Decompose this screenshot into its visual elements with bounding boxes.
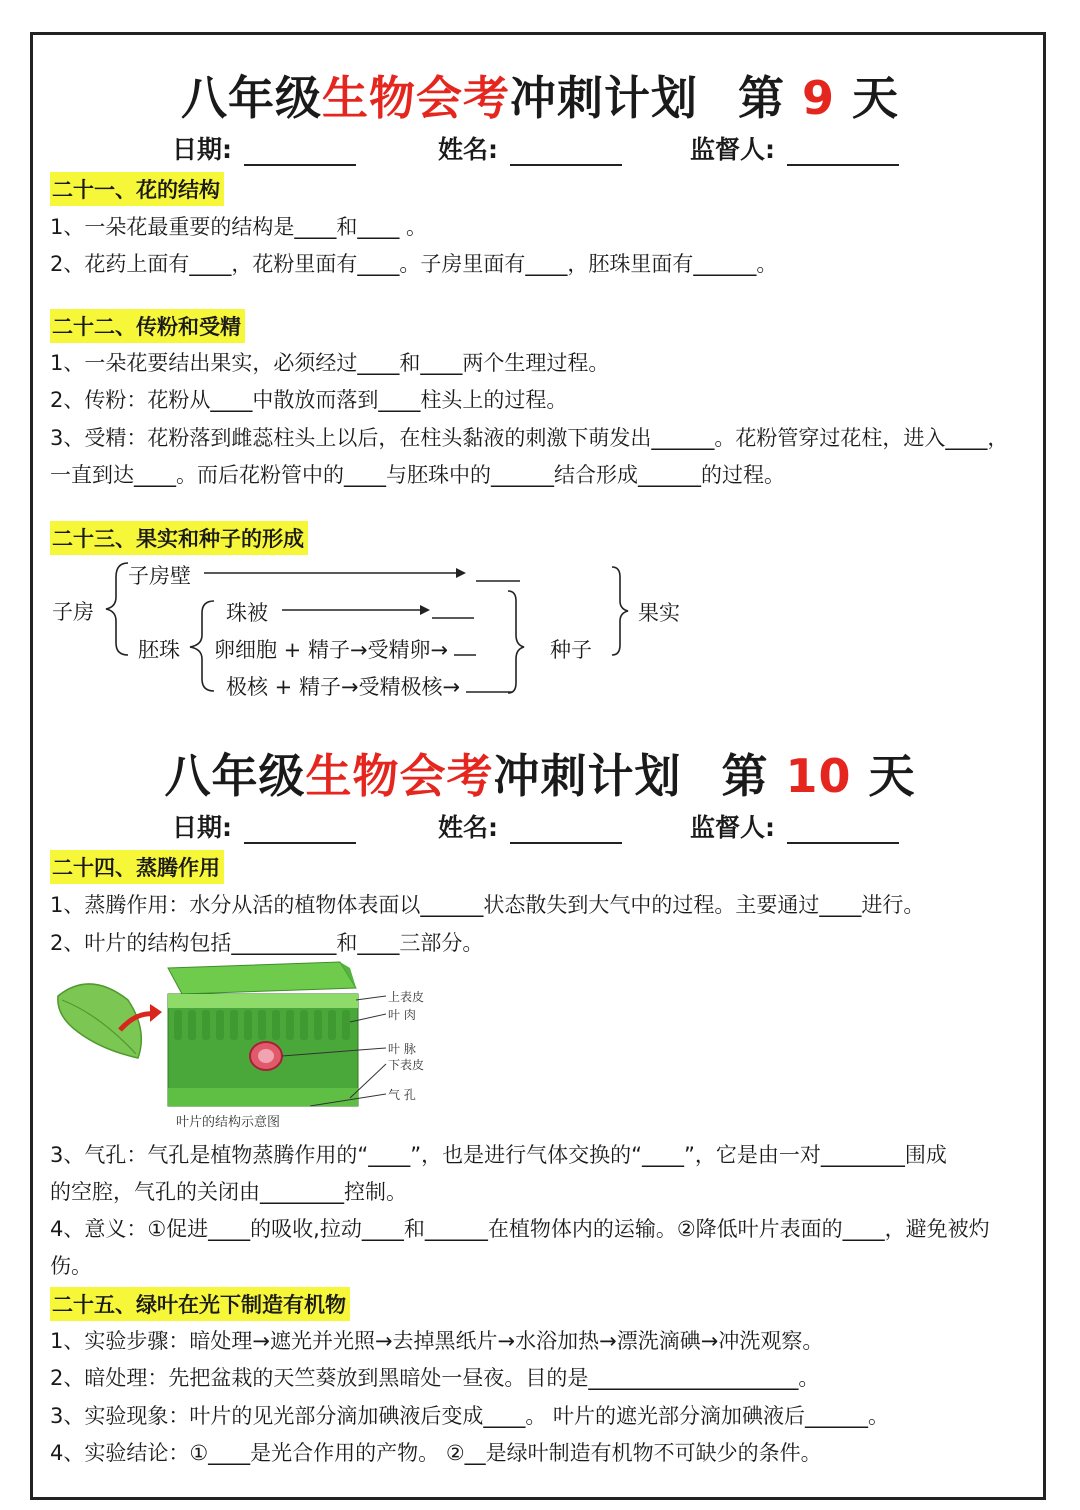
sec24-line-2: 2、叶片的结构包括__________和____三部分。 (50, 931, 484, 955)
section-23-heading: 二十三、果实和种子的形成 (50, 521, 308, 555)
sec25-line-3: 3、实验现象：叶片的见光部分滴加碘液后变成____。 叶片的遮光部分滴加碘液后______。 (50, 1404, 890, 1428)
section-22-heading: 二十二、传粉和受精 (50, 309, 245, 343)
title-prefix: 八年级 (180, 71, 322, 125)
sec24-line-5: 4、意义：①促进____的吸收,拉动____和______在植物体内的运输。②降低叶片表面的____，避免被灼 (50, 1217, 990, 1241)
title-highlight: 生物会考 (321, 71, 510, 125)
section-21-heading: 二十一、花的结构 (50, 172, 224, 206)
ovule-label: 胚珠 (138, 638, 180, 662)
sec24-line-3: 3、气孔：气孔是植物蒸腾作用的“____”，也是进行气体交换的“____”，它是由一对________围成 (50, 1143, 947, 1167)
label-upper-epidermis: 上表皮 (388, 990, 425, 1004)
egg-process-label: 卵细胞 + 精子→受精卵→ (214, 638, 449, 662)
sec22-line-1: 1、一朵花要结出果实，必须经过____和____两个生理过程。 (50, 351, 610, 375)
day10-title: 八年级生物会考冲刺计划 第 10 天 (164, 749, 916, 803)
day10-supervisor-field[interactable]: 监督人: (690, 808, 899, 844)
fruit-brace (612, 567, 628, 655)
label-vein: 叶 脉 (388, 1042, 416, 1056)
sec25-line-4: 4、实验结论：①____是光合作用的产物。 ②__是绿叶制造有机物不可缺少的条件。 (50, 1441, 822, 1465)
section-25-heading: 二十五、绿叶在光下制造有机物 (50, 1287, 350, 1321)
sec22-line-3: 3、受精：花粉落到雌蕊柱头上以后，在柱头黏液的刺激下萌发出______。花粉管穿过花柱，进入____， (50, 426, 1009, 450)
ovary-wall-label: 子房壁 (128, 564, 191, 588)
title-di: 第 (737, 71, 785, 125)
fruit-label: 果实 (638, 601, 680, 625)
day9-name-field[interactable]: 姓名: (438, 130, 622, 166)
seed-label: 种子 (550, 638, 592, 662)
sec24-line-6: 伤。 (50, 1254, 92, 1278)
sec22-line-4: 一直到达____。而后花粉管中的____与胚珠中的______结合形成______的过程。 (50, 463, 785, 487)
integument-label: 珠被 (226, 601, 268, 625)
day10-date-field[interactable]: 日期: (172, 808, 356, 844)
section-24-heading: 二十四、蒸腾作用 (50, 850, 224, 884)
sec22-line-2: 2、传粉：花粉从____中散放而落到____柱头上的过程。 (50, 388, 568, 412)
label-mesophyll: 叶 肉 (388, 1008, 416, 1022)
sec25-line-2: 2、暗处理：先把盆栽的天竺葵放到黑暗处一昼夜。目的是____________________。 (50, 1366, 820, 1390)
sec24-line-4: 的空腔，气孔的关闭由________控制。 (50, 1180, 407, 1204)
title-tian: 天 (852, 71, 900, 125)
label-stoma: 气 孔 (388, 1088, 416, 1102)
day9-title (0, 62, 1080, 128)
sec25-line-1: 1、实验步骤：暗处理→遮光并光照→去掉黑纸片→水浴加热→漂洗滴碘→冲洗观察。 (50, 1329, 824, 1353)
label-lower-epidermis: 下表皮 (388, 1058, 425, 1072)
ovary-brace (106, 563, 128, 655)
sec21-line-1: 1、一朵花最重要的结构是____和____ 。 (50, 215, 428, 239)
sec21-line-2: 2、花药上面有____，花粉里面有____。子房里面有____，胚珠里面有______。 (50, 252, 778, 276)
day9-supervisor-field[interactable]: 监督人: (690, 130, 899, 166)
sec24-line-1: 1、蒸腾作用：水分从活的植物体表面以______状态散失到大气中的过程。主要通过____进行。 (50, 893, 925, 917)
figure-caption: 叶片的结构示意图 (176, 1115, 281, 1130)
day10-name-field[interactable]: 姓名: (438, 808, 622, 844)
day-number: 10 (785, 749, 852, 803)
ovule-brace (190, 601, 214, 691)
polar-process-label: 极核 + 精子→受精极核→ (226, 675, 461, 699)
ovary-label: 子房 (52, 600, 94, 624)
day-number: 9 (801, 71, 835, 125)
day9-date-field[interactable]: 日期: (172, 130, 356, 166)
title-middle: 冲刺计划 (509, 71, 698, 125)
seed-brace (508, 591, 524, 693)
